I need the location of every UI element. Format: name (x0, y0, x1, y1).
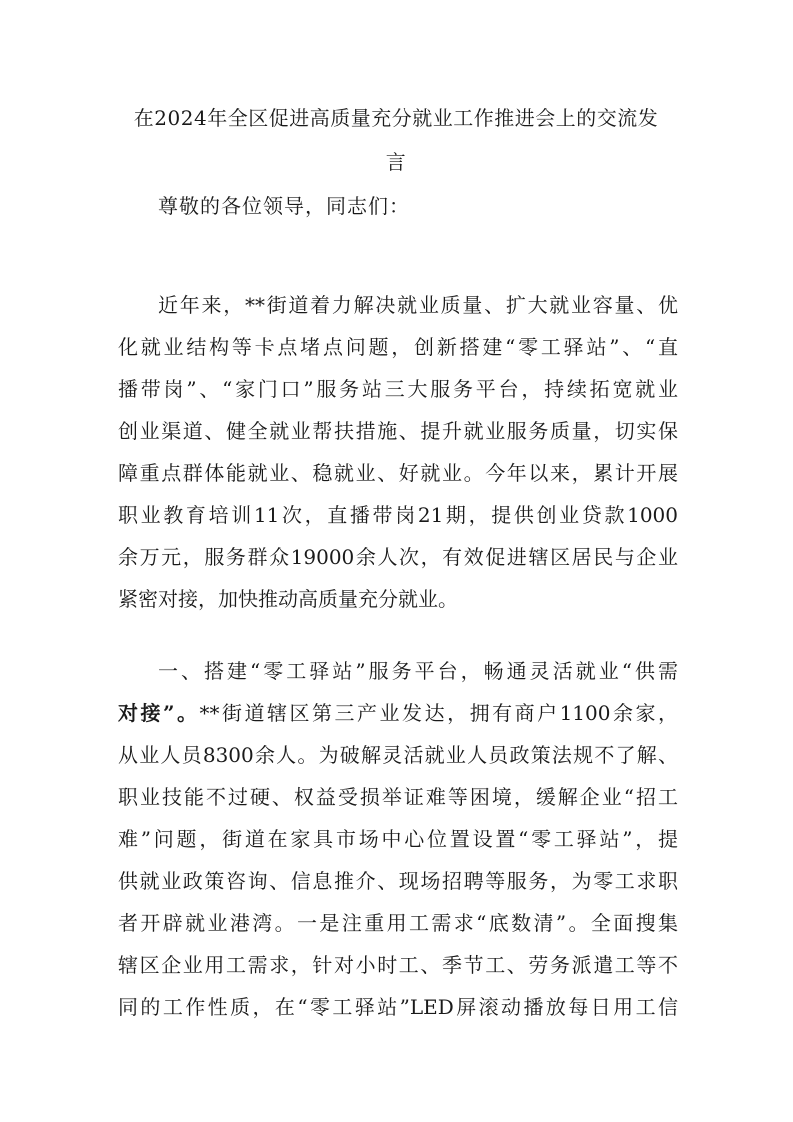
title-line: 在2024年全区促进高质量充分就业工作推进会上的交流发 (133, 106, 659, 130)
title-line: 言 (385, 150, 407, 174)
paragraph-text: **街道辖区第三产业发达，拥有商户1100余家， (199, 701, 678, 725)
paragraph-line: 同的工作性质，在“零工驿站”LED屏滚动播放每日用工信 (118, 995, 678, 1019)
paragraph-line: 障重点群体能就业、稳就业、好就业。今年以来，累计开展 (118, 461, 678, 485)
paragraph-line: 供就业政策咨询、信息推介、现场招聘等服务，为零工求职 (118, 869, 678, 893)
salutation: 尊敬的各位领导，同志们： (158, 194, 410, 218)
section-heading: 一、搭建“零工驿站”服务平台，畅通灵活就业“供需 (158, 659, 678, 683)
intro-paragraph (118, 284, 678, 620)
paragraph-line: 化就业结构等卡点堵点问题，创新搭建“零工驿站”、“直 (118, 335, 678, 359)
paragraph-line: 者开辟就业港湾。一是注重用工需求“底数清”。全面搜集 (118, 911, 678, 935)
paragraph-line: 难”问题，街道在家具市场中心位置设置“零工驿站”，提 (118, 827, 678, 851)
section-heading-tail: 对接”。 (118, 701, 200, 725)
paragraph-line: 余万元，服务群众19000余人次，有效促进辖区居民与企业 (118, 545, 678, 569)
document-title (118, 96, 674, 184)
section-one-paragraph (118, 650, 678, 1028)
paragraph-line: 紧密对接，加快推动高质量充分就业。 (118, 587, 458, 611)
paragraph-line: 近年来，**街道着力解决就业质量、扩大就业容量、优 (158, 293, 678, 317)
paragraph-line: 辖区企业用工需求，针对小时工、季节工、劳务派遣工等不 (118, 953, 678, 977)
paragraph-line (118, 692, 678, 734)
paragraph-line: 播带岗”、“家门口”服务站三大服务平台，持续拓宽就业 (118, 377, 678, 401)
paragraph-line: 从业人员8300余人。为破解灵活就业人员政策法规不了解、 (118, 743, 678, 767)
paragraph-line: 职业教育培训11次，直播带岗21期，提供创业贷款1000 (118, 503, 678, 527)
paragraph-line: 职业技能不过硬、权益受损举证难等困境，缓解企业“招工 (118, 785, 678, 809)
paragraph-line: 创业渠道、健全就业帮扶措施、提升就业服务质量，切实保 (118, 419, 678, 443)
